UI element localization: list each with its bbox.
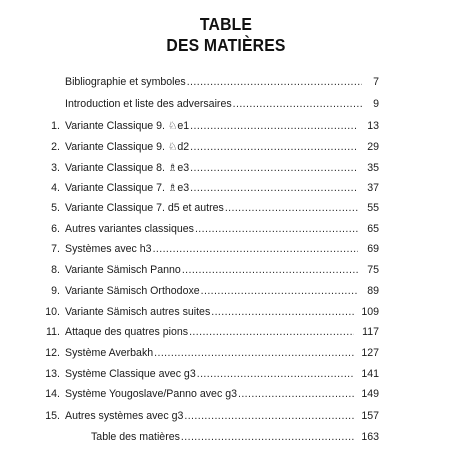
toc-leader-dots bbox=[197, 366, 354, 382]
toc-chapter-number: 11. bbox=[46, 326, 60, 338]
toc-leader-dots bbox=[233, 96, 362, 112]
toc-chapter-number: 10. bbox=[45, 306, 60, 318]
toc-leader-dots bbox=[189, 324, 354, 340]
toc-entry[interactable] bbox=[0, 345, 452, 361]
page-title-line-1: TABLE bbox=[199, 14, 253, 34]
toc-entry-label: Variante Classique 8. ♗e3 bbox=[65, 162, 190, 174]
toc-entry[interactable] bbox=[0, 241, 452, 257]
toc-chapter-number: 12. bbox=[45, 347, 60, 359]
toc-chapter-number: 3. bbox=[51, 162, 60, 174]
toc-page-number: 9 bbox=[373, 98, 379, 110]
toc-entry-label: Système Yougoslave/Panno avec g3 bbox=[65, 388, 237, 400]
toc-leader-dots bbox=[182, 262, 358, 278]
toc-entry[interactable] bbox=[0, 262, 452, 278]
toc-entry-label: Variante Sämisch Orthodoxe bbox=[65, 285, 200, 297]
toc-page-number: 89 bbox=[367, 285, 379, 297]
toc-page-number: 29 bbox=[367, 141, 379, 153]
toc-page-number: 149 bbox=[361, 388, 379, 400]
toc-chapter-number: 5. bbox=[51, 202, 60, 214]
toc-entry-label: Système Classique avec g3 bbox=[65, 368, 196, 380]
toc-page-number: 163 bbox=[361, 431, 379, 443]
toc-entry[interactable] bbox=[0, 180, 452, 196]
toc-page-number: 65 bbox=[367, 223, 379, 235]
toc-entry[interactable] bbox=[0, 366, 452, 382]
toc-entry[interactable] bbox=[0, 96, 452, 112]
toc-page-number: 37 bbox=[367, 182, 379, 194]
toc-entry-label: Attaque des quatres pions bbox=[65, 326, 189, 338]
toc-entry[interactable] bbox=[0, 139, 452, 155]
toc-page-number: 109 bbox=[361, 306, 379, 318]
toc-page-number: 13 bbox=[367, 120, 379, 132]
toc-entry-label: Autres systèmes avec g3 bbox=[65, 410, 184, 422]
toc-chapter-number: 2. bbox=[51, 141, 60, 153]
toc-entry[interactable] bbox=[0, 74, 452, 90]
toc-leader-dots bbox=[184, 408, 354, 424]
toc-chapter-number: 8. bbox=[51, 264, 60, 276]
toc-leader-dots bbox=[154, 345, 354, 361]
toc-page-number: 55 bbox=[367, 202, 379, 214]
toc-chapter-number: 1. bbox=[51, 120, 60, 132]
toc-chapter-number: 13. bbox=[45, 368, 60, 380]
toc-leader-dots bbox=[153, 241, 358, 257]
toc-page-number: 69 bbox=[367, 243, 379, 255]
toc-entry-label: Autres variantes classiques bbox=[65, 223, 194, 235]
toc-page-number: 7 bbox=[373, 76, 379, 88]
toc-leader-dots bbox=[238, 386, 354, 402]
toc-leader-dots bbox=[190, 180, 358, 196]
toc-leader-dots bbox=[225, 200, 358, 216]
toc-entry[interactable] bbox=[0, 118, 452, 134]
toc-page-number: 141 bbox=[361, 368, 379, 380]
toc-entry[interactable] bbox=[0, 324, 452, 340]
toc-page-number: 127 bbox=[361, 347, 379, 359]
toc-page-number: 117 bbox=[362, 326, 379, 338]
toc-entry-label: Systèmes avec h3 bbox=[65, 243, 152, 255]
toc-leader-dots bbox=[195, 221, 358, 237]
toc-chapter-number: 15. bbox=[45, 410, 60, 422]
toc-chapter-number: 6. bbox=[51, 223, 60, 235]
toc-chapter-number: 14. bbox=[45, 388, 60, 400]
toc-entry[interactable] bbox=[0, 386, 452, 402]
toc-entry-label: Variante Sämisch Panno bbox=[65, 264, 181, 276]
toc-leader-dots bbox=[190, 139, 358, 155]
toc-entry-label: Bibliographie et symboles bbox=[65, 76, 186, 88]
toc-entry-label: Variante Classique 7. d5 et autres bbox=[65, 202, 224, 214]
toc-entry-label: Variante Classique 9. ♘e1 bbox=[65, 120, 190, 132]
toc-entry-label: Table des matières bbox=[91, 431, 180, 443]
toc-leader-dots bbox=[211, 304, 354, 320]
toc-chapter-number: 4. bbox=[51, 182, 60, 194]
toc-entry-label: Variante Sämisch autres suites bbox=[65, 306, 211, 318]
toc-entry[interactable] bbox=[0, 200, 452, 216]
toc-entry-label: Introduction et liste des adversaires bbox=[65, 98, 232, 110]
toc-entry[interactable] bbox=[0, 408, 452, 424]
toc-page-number: 35 bbox=[367, 162, 379, 174]
toc-leader-dots bbox=[187, 74, 362, 90]
page-title-line-2: DES MATIÈRES bbox=[166, 35, 286, 55]
toc-entry[interactable] bbox=[0, 429, 452, 445]
toc-leader-dots bbox=[190, 118, 358, 134]
toc-entry-label: Variante Classique 9. ♘d2 bbox=[65, 141, 190, 153]
toc-leader-dots bbox=[201, 283, 358, 299]
toc-entry[interactable] bbox=[0, 283, 452, 299]
toc-chapter-number: 7. bbox=[51, 243, 60, 255]
toc-leader-dots bbox=[181, 429, 354, 445]
toc-entry[interactable] bbox=[0, 160, 452, 176]
toc-page-number: 75 bbox=[367, 264, 379, 276]
toc-entry-label: Système Averbakh bbox=[65, 347, 154, 359]
toc-page-number: 157 bbox=[361, 410, 379, 422]
toc-chapter-number: 9. bbox=[51, 285, 60, 297]
toc-entry-label: Variante Classique 7. ♗e3 bbox=[65, 182, 190, 194]
toc-leader-dots bbox=[190, 160, 358, 176]
toc-entry[interactable] bbox=[0, 304, 452, 320]
toc-entry[interactable] bbox=[0, 221, 452, 237]
